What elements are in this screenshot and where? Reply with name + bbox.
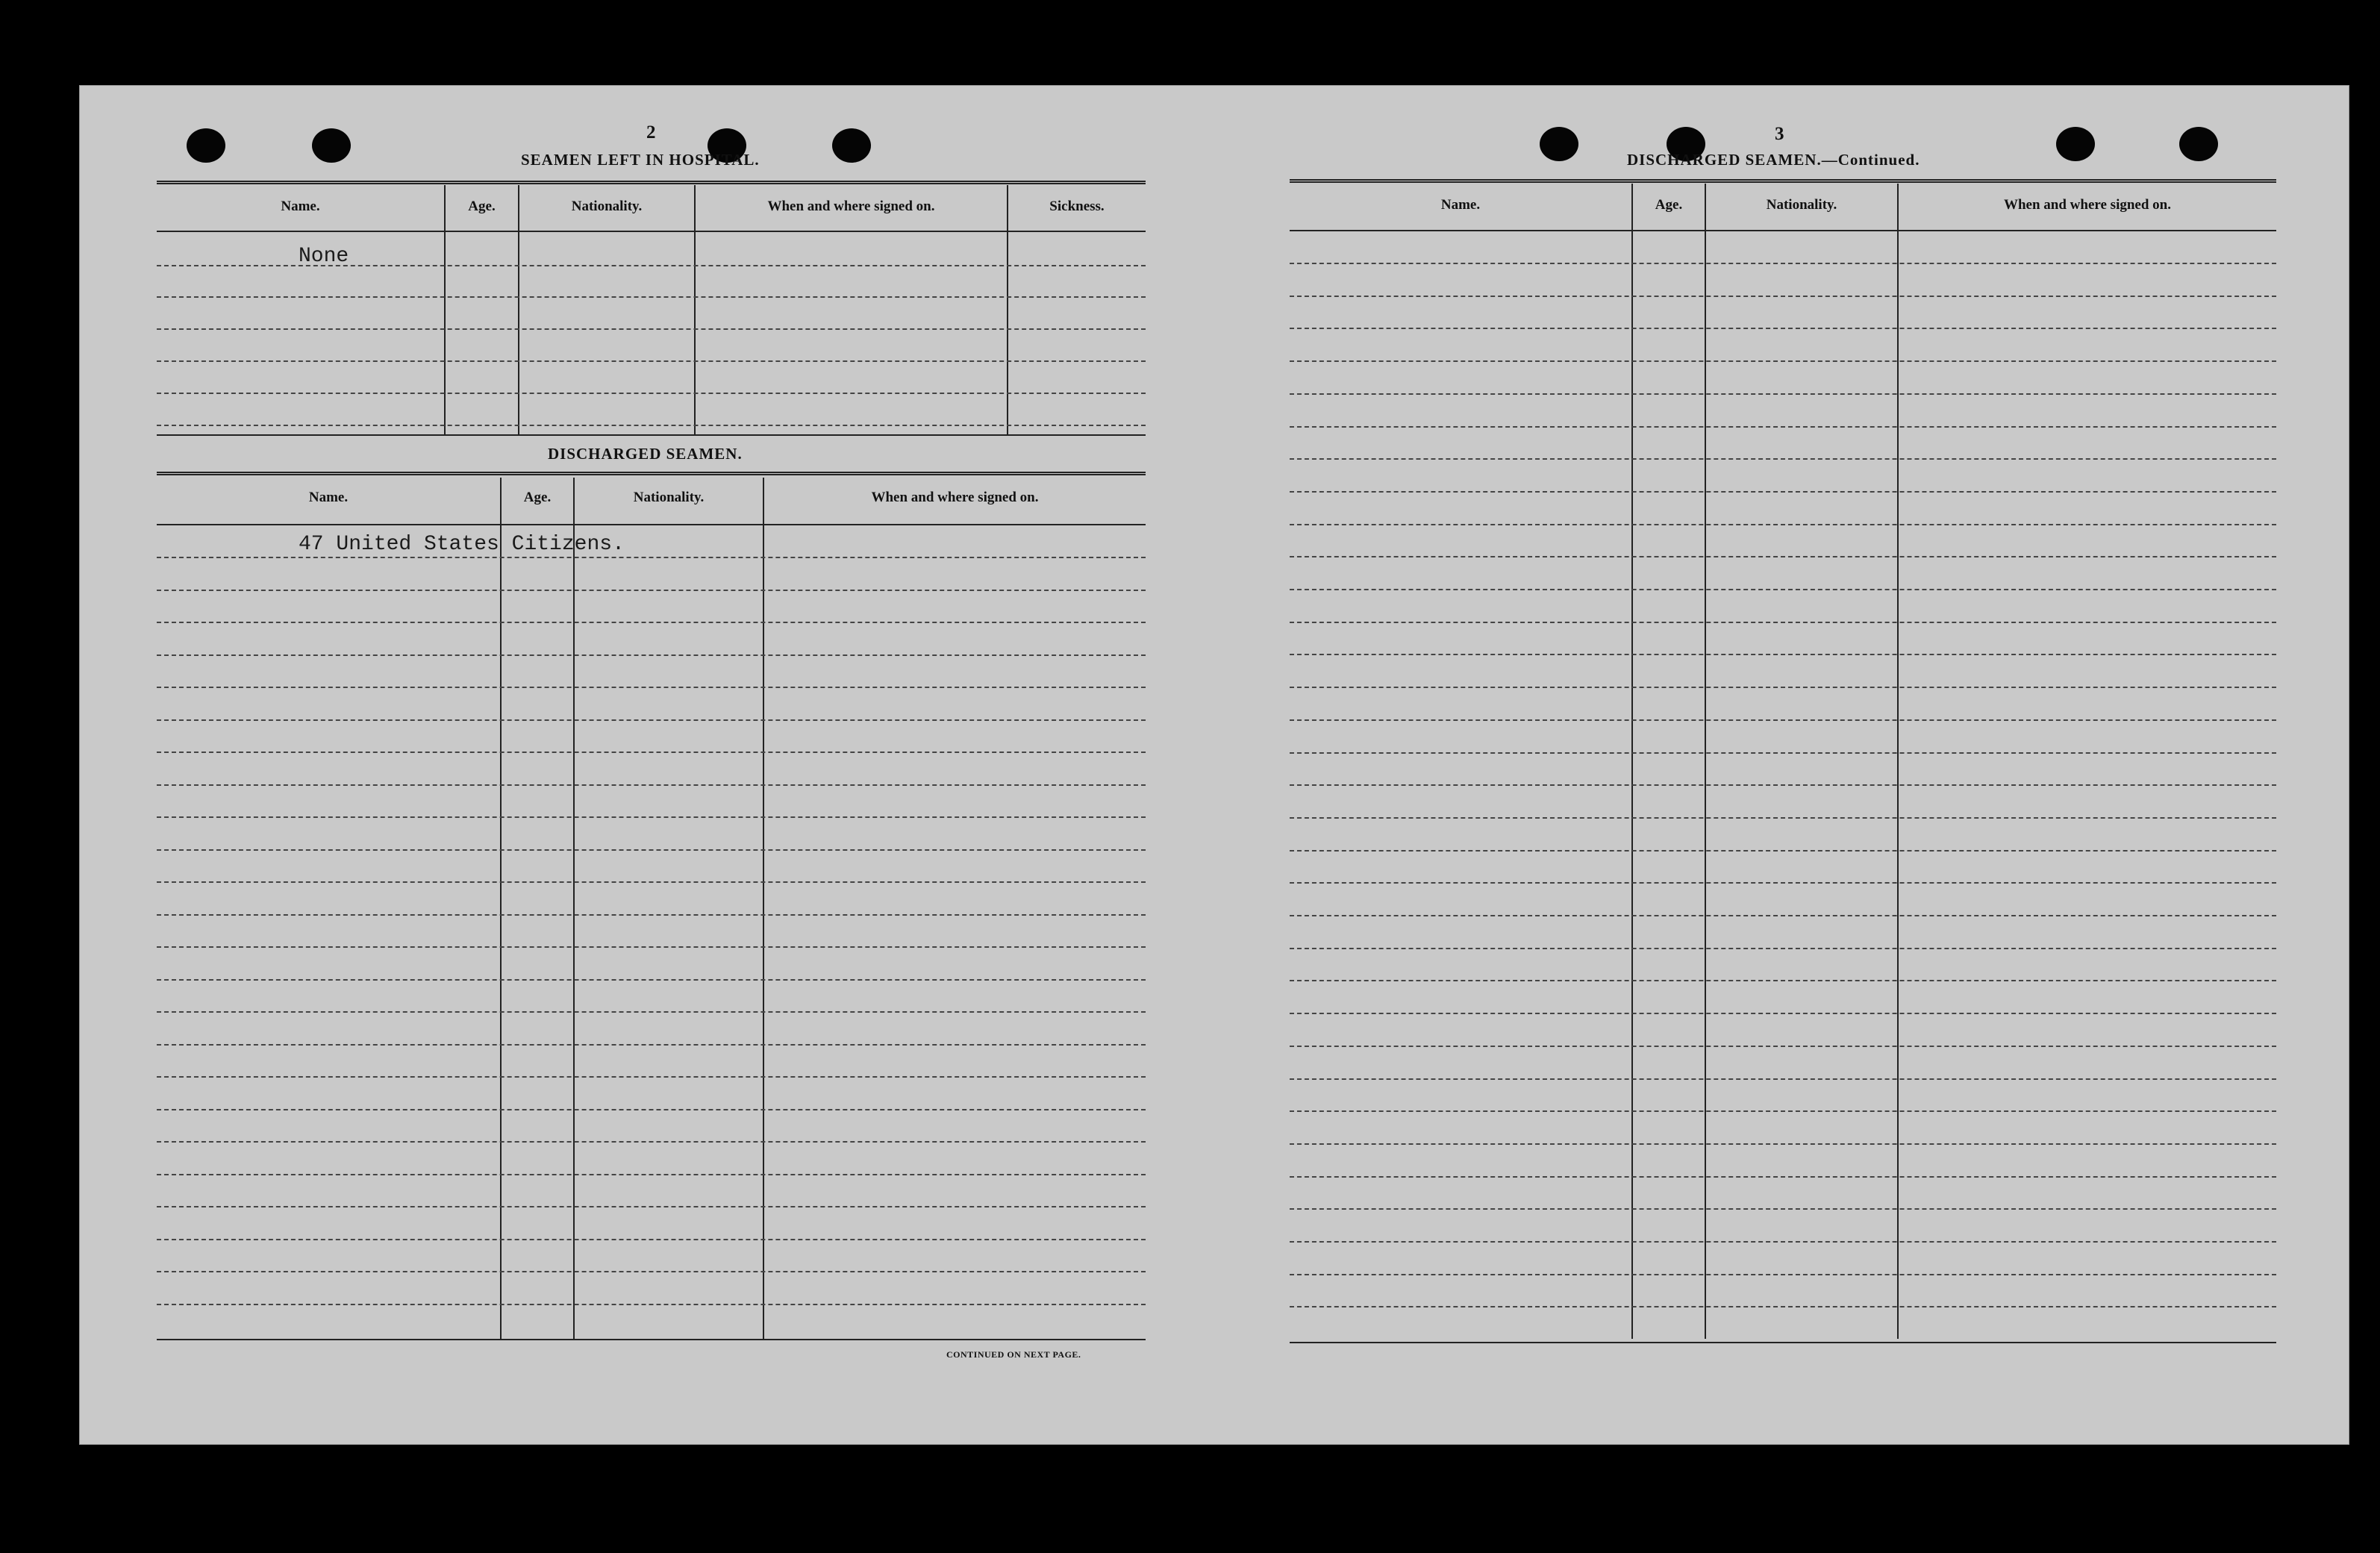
column-header: Age. xyxy=(468,199,496,214)
ruled-line xyxy=(157,751,1146,753)
ruled-line xyxy=(157,914,1146,916)
ruled-line xyxy=(1290,1306,2276,1307)
ruled-line xyxy=(157,849,1146,851)
ruled-line xyxy=(157,654,1146,656)
column-header: Nationality. xyxy=(633,490,705,505)
ruled-line xyxy=(1290,1176,2276,1178)
discharged-section-title: DISCHARGED SEAMEN. xyxy=(548,445,743,463)
ruled-line xyxy=(1290,948,2276,949)
column-header: Name. xyxy=(281,199,320,214)
ruled-line xyxy=(1290,426,2276,428)
continued-section-title: DISCHARGED SEAMEN.—Continued. xyxy=(1627,151,1920,169)
ruled-line xyxy=(157,1109,1146,1110)
ruled-line xyxy=(1290,1110,2276,1112)
column-header: Sickness. xyxy=(1049,199,1105,214)
ruled-line xyxy=(1290,556,2276,557)
continued-note: CONTINUED ON NEXT PAGE. xyxy=(946,1349,1081,1360)
ruled-line xyxy=(157,979,1146,981)
ruled-line xyxy=(1290,263,2276,264)
ruled-line xyxy=(1290,719,2276,721)
ruled-line xyxy=(157,1206,1146,1207)
ruled-line xyxy=(157,1239,1146,1240)
column-header: Name. xyxy=(308,490,349,505)
column-header: When and where signed on. xyxy=(871,490,1039,505)
ruled-line xyxy=(1290,850,2276,852)
ruled-line xyxy=(157,1141,1146,1143)
punch-hole xyxy=(187,128,225,163)
ruled-line xyxy=(157,816,1146,818)
ruled-line xyxy=(1290,1013,2276,1014)
ruled-line xyxy=(1290,589,2276,590)
punch-hole xyxy=(2056,127,2095,161)
ruled-line xyxy=(157,557,1146,558)
ruled-line xyxy=(1290,296,2276,297)
ruled-line xyxy=(157,1271,1146,1272)
page-number: 2 xyxy=(646,122,656,143)
ruled-line xyxy=(1290,1241,2276,1243)
ruled-line xyxy=(1290,882,2276,884)
column-header: Age. xyxy=(1655,197,1683,213)
discharged-entry: 47 United States Citizens. xyxy=(299,533,625,556)
ruled-line xyxy=(1290,980,2276,981)
ruled-line xyxy=(1290,491,2276,493)
ruled-line xyxy=(1290,393,2276,395)
ruled-line xyxy=(1290,915,2276,916)
column-header: Nationality. xyxy=(1766,197,1837,213)
ruled-line xyxy=(157,1174,1146,1175)
column-header: When and where signed on. xyxy=(767,199,935,214)
ruled-line xyxy=(1290,1078,2276,1080)
ruled-line xyxy=(157,687,1146,688)
ruled-line xyxy=(1290,458,2276,460)
ruled-line xyxy=(157,1011,1146,1013)
ruled-line xyxy=(157,784,1146,786)
ruled-line xyxy=(157,719,1146,721)
ruled-line xyxy=(157,1044,1146,1046)
ruled-line xyxy=(1290,1143,2276,1145)
punch-hole xyxy=(1540,127,1578,161)
ruled-line xyxy=(157,1076,1146,1078)
ruled-line xyxy=(1290,817,2276,819)
column-header: Nationality. xyxy=(571,199,643,214)
punch-hole xyxy=(312,128,351,163)
ruled-line xyxy=(1290,328,2276,329)
ruled-line xyxy=(157,881,1146,883)
ruled-line xyxy=(1290,622,2276,623)
ruled-line xyxy=(157,1304,1146,1305)
ruled-line xyxy=(1290,687,2276,688)
ruled-line xyxy=(1290,1274,2276,1275)
column-header: When and where signed on. xyxy=(2003,197,2171,213)
column-header: Name. xyxy=(1440,197,1481,213)
punch-hole xyxy=(2179,127,2218,161)
ruled-line xyxy=(1290,1208,2276,1210)
column-header: Age. xyxy=(523,490,552,505)
ruled-line xyxy=(1290,784,2276,786)
ruled-line xyxy=(157,590,1146,591)
ruled-line xyxy=(1290,524,2276,525)
ruled-line xyxy=(1290,1046,2276,1047)
ruled-line xyxy=(1290,752,2276,754)
page-number: 3 xyxy=(1775,124,1784,144)
ruled-line xyxy=(157,622,1146,623)
ruled-line xyxy=(1290,360,2276,362)
ruled-line xyxy=(1290,654,2276,655)
hospital-entry: None xyxy=(299,245,349,268)
ruled-line xyxy=(157,946,1146,948)
punch-hole xyxy=(832,128,871,163)
hospital-section-title: SEAMEN LEFT IN HOSPITAL. xyxy=(521,151,760,169)
